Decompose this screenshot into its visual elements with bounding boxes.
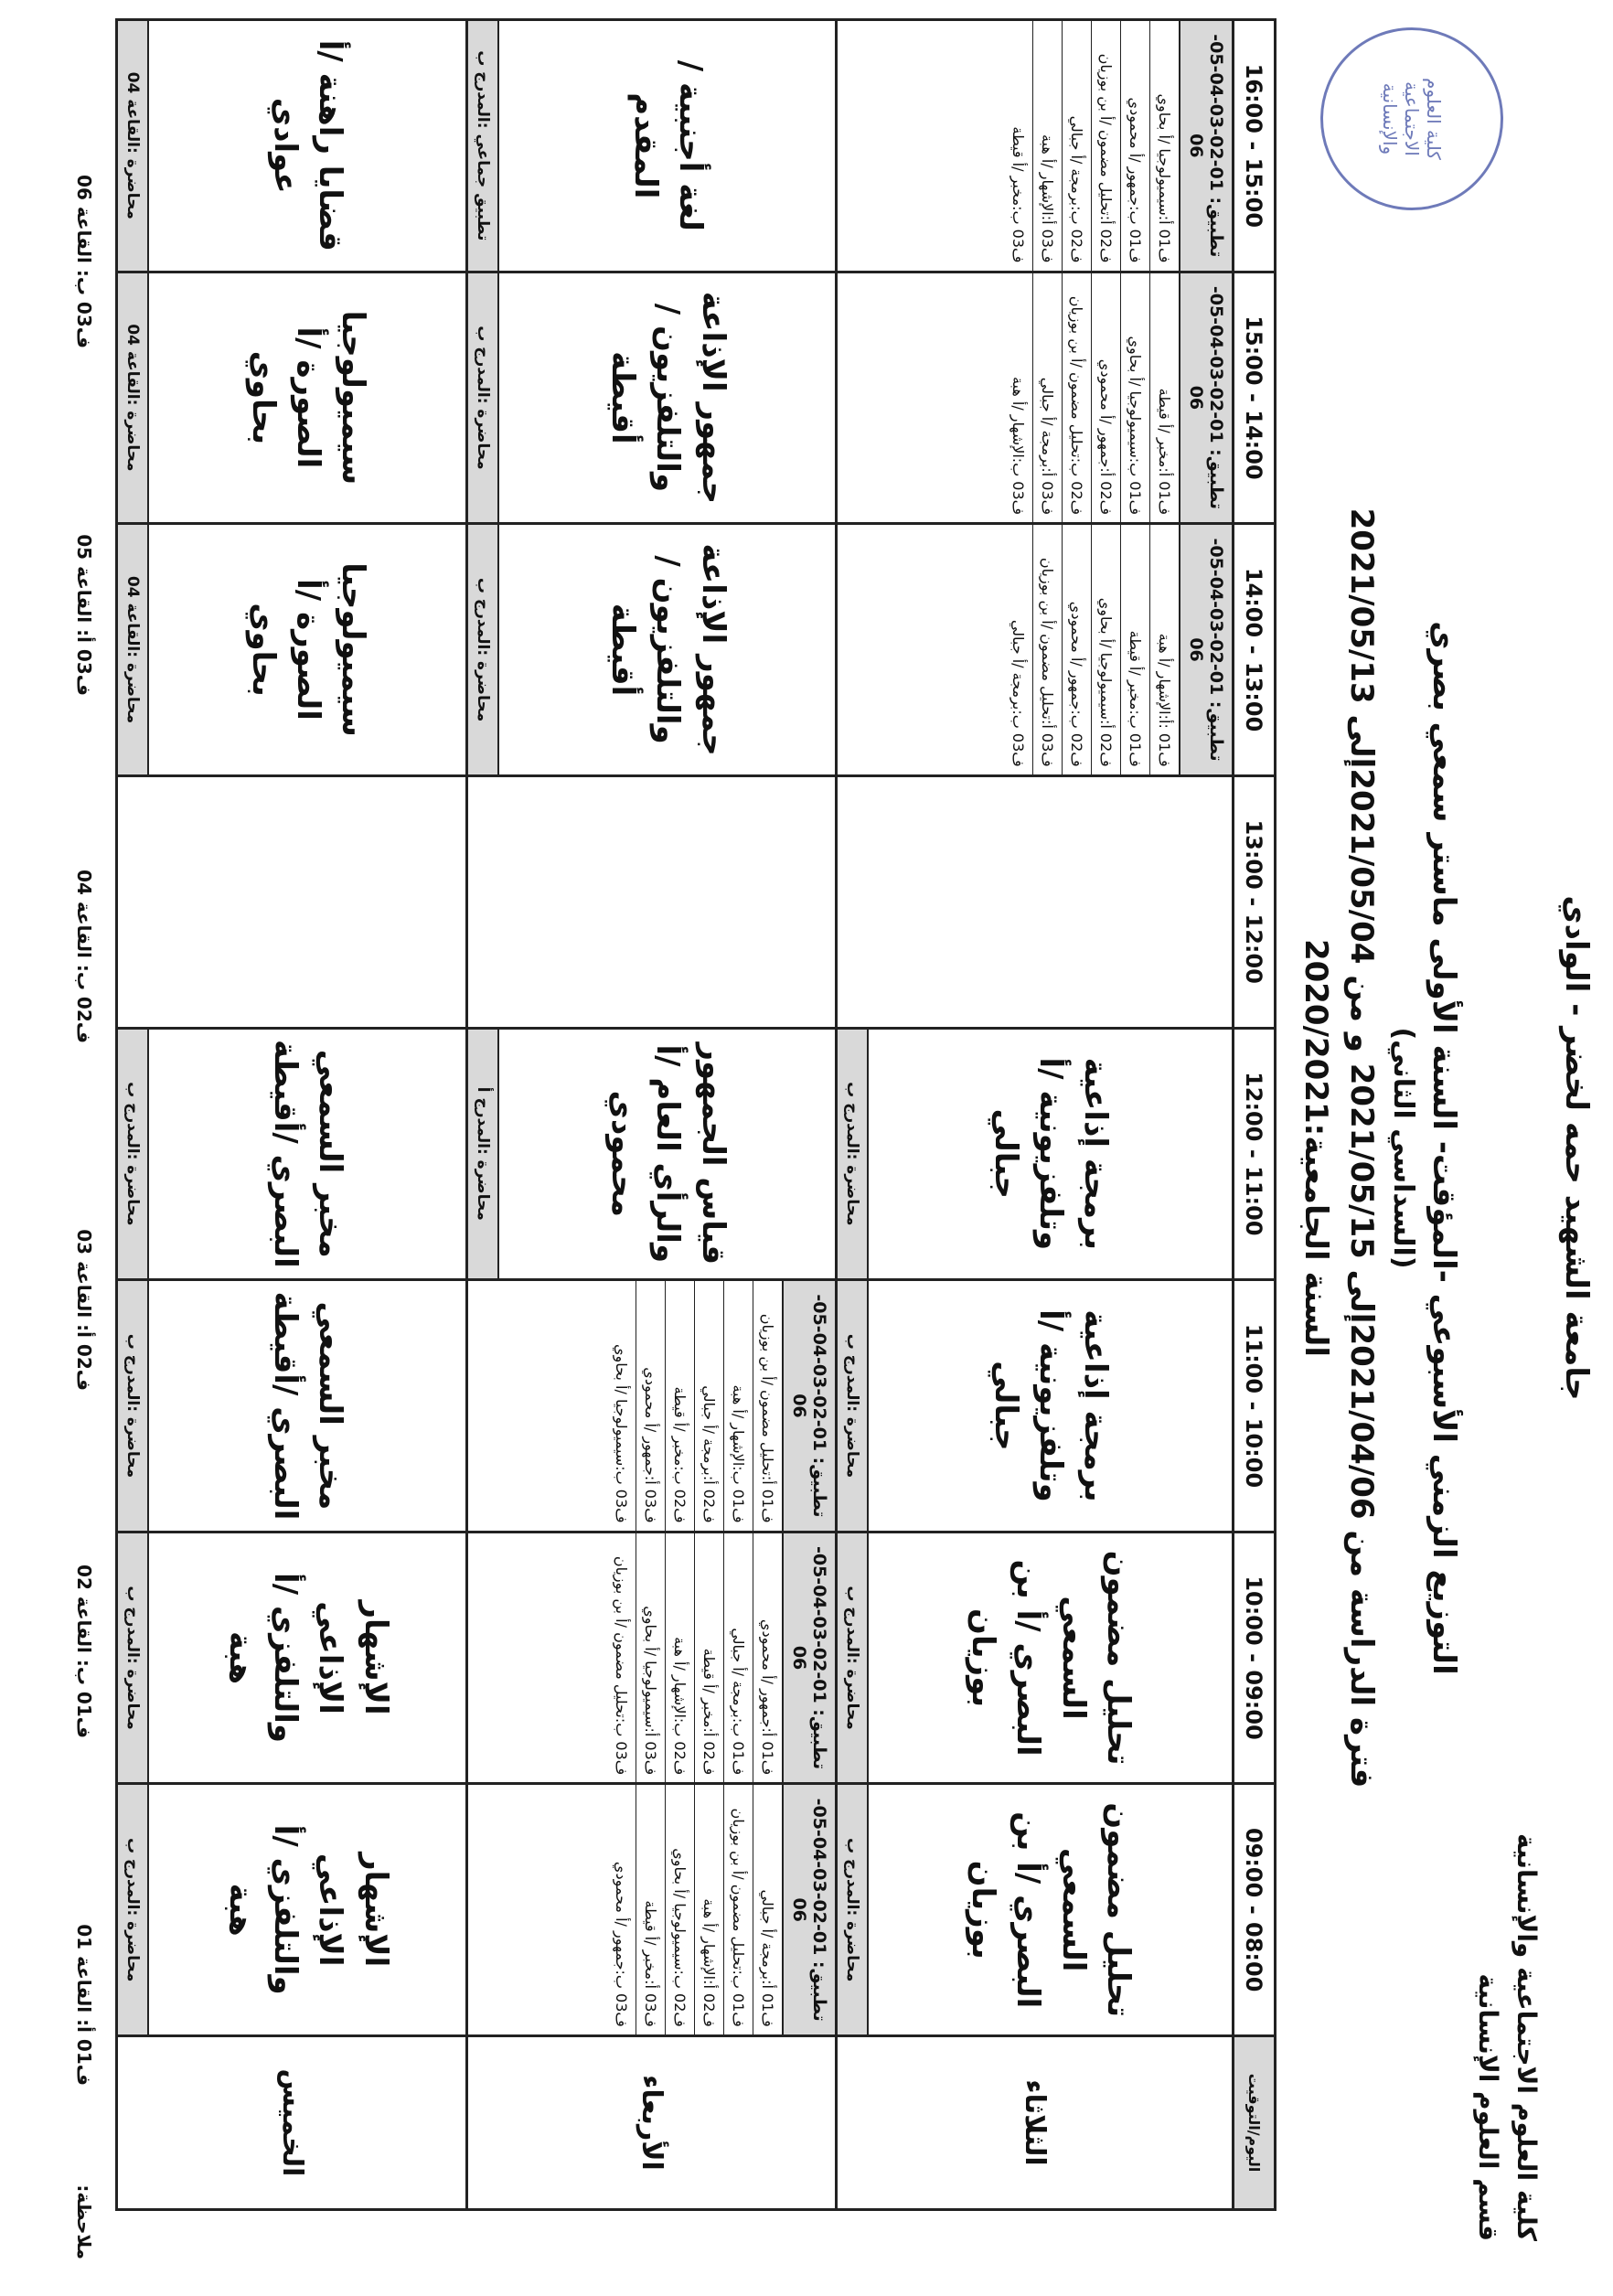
tutorial-group-line: ف01 أ:برمجة /أ جبالي	[753, 1785, 782, 2034]
tutorial-cell	[836, 524, 1233, 776]
tutorial-group-line: ف02 أ:برمجة /أ جبالي	[694, 1281, 723, 1531]
tutorial-group-line: ف02 أ:مخبر /أ قيطة	[694, 1533, 723, 1783]
time-slot-header: 08:00 - 09:00	[1233, 1784, 1275, 2036]
stamp-text: كلية العلوم الاجتماعية والإنسانية	[1379, 78, 1445, 160]
course-title: برمجة إذاعية وتلفزيونية /أ جبالي	[987, 1309, 1115, 1502]
room-label: محاضرة :المدرج ب	[118, 1533, 149, 1783]
tutorial-group-line: ف03 أ:تحليل مضمون /أ بن بوزيان	[1032, 525, 1062, 774]
room-note: ف02 ب: القاعة 04	[73, 870, 95, 1043]
room-label: محاضرة :المدرج ب	[118, 1785, 149, 2034]
tutorial-title: تطبيق: 01-02-03-04-05-06	[1179, 525, 1232, 774]
tutorial-group-line: ف02 ب:الإشهار /أ هبة	[665, 1533, 694, 1783]
lecture-cell	[836, 1280, 1233, 1532]
tutorial-group-line: ف03 ب:سيميولوجيا /أ بحاوي	[612, 1344, 630, 1523]
timetable	[115, 18, 1277, 2211]
course-title: جمهور الإذاعة والتلفزيون /أقيطة	[604, 543, 732, 756]
room-note: ف02 أ: القاعة 03	[73, 1229, 95, 1391]
tutorial-group-line: ف03 ب:مخبر /أ قيطة	[1009, 126, 1027, 263]
course-title: تحليل مضمون السمعي البصري /أ بن بوزيان	[964, 1550, 1137, 1766]
course-title: تحليل مضمون السمعي البصري /أ بن بوزيان	[964, 1802, 1137, 2018]
tutorial-title: تطبيق: 01-02-03-04-05-06	[1179, 21, 1232, 271]
tutorial-group-line: ف02 أ:الإشهار /أ هبة	[694, 1785, 723, 2034]
semester-label: (السداسي الثاني)	[1387, 1027, 1419, 1269]
course-title: الإشهار الإذاعي والتلفزي /أ هبة	[221, 1573, 394, 1744]
academic-year: السنة الجامعية:2020/2021	[1298, 938, 1334, 1358]
course-title: برمجة إذاعية وتلفزيونية /أ جبالي	[987, 1057, 1115, 1251]
tutorial-group-line: ف03 ب:الإشهار /أ هبة	[1009, 376, 1027, 516]
tutorial-group-line: ف02 أ:جمهور /أ محمودي	[1091, 273, 1120, 523]
room-label: محاضرة :القاعة 04	[118, 273, 149, 523]
day-label: الخميس	[117, 2036, 467, 2210]
room-label: تطبيق جماعي :المدرج ب	[468, 21, 499, 271]
time-slot-header: 15:00 - 16:00	[1233, 20, 1275, 272]
tutorial-group-line: ف03 ب:جمهور /أ محمودي	[612, 1861, 630, 2027]
tutorial-group-line: ف01 ب:مخبر /أ قيطة	[1120, 525, 1149, 774]
room-label: محاضرة :المدرج ب	[118, 1030, 149, 1279]
course-title: الإشهار الإذاعي والتلفزي /أ هبة	[221, 1824, 394, 1995]
room-label: محاضرة :المدرج ب	[468, 273, 499, 523]
tutorial-group-line: ف01 :أ:الإشهار /أ هبة	[1149, 525, 1179, 774]
room-label: محاضرة :المدرج أ	[468, 1030, 499, 1279]
tutorial-group-line: ف01 أ:مخبر /أ قيطة	[1149, 273, 1179, 523]
tutorial-cell	[836, 272, 1233, 524]
lecture-cell	[117, 524, 467, 776]
lecture-cell	[836, 1784, 1233, 2036]
tutorial-cell	[467, 1280, 837, 1532]
room-label: محاضرة :القاعة 04	[118, 21, 149, 271]
department-name: قسم العلوم الإنسانية	[1473, 1973, 1503, 2241]
tutorial-title: تطبيق: 01-02-03-04-05-06	[782, 1533, 835, 1783]
time-slot-header: 09:00 - 10:00	[1233, 1532, 1275, 1784]
tutorial-group-line: ف01 أ:تحليل مضمون /أ بن بوزيان	[753, 1281, 782, 1531]
lecture-cell	[117, 1028, 467, 1280]
tutorial-cell	[467, 1784, 837, 2036]
lecture-cell	[836, 1532, 1233, 1784]
lecture-cell	[836, 1028, 1233, 1280]
course-title: لغة أجنبية /المقدم	[626, 59, 709, 231]
tutorial-group-line: ف01 ب:سيميولوجيا /أ بحاوي	[1120, 273, 1149, 523]
university-name: جامعة الشهيد حمه لخضر - الوادي	[1558, 895, 1595, 1401]
tutorial-group-line: ف03 أ:الإشهار /أ هبة	[1032, 21, 1062, 271]
lecture-cell	[467, 524, 837, 776]
notes-label: ملاحظة:	[73, 2184, 95, 2259]
lecture-cell	[117, 1532, 467, 1784]
tutorial-group-line: ف03 ب:تحليل مضمون /أ بن بوزيان	[612, 1555, 630, 1776]
tutorial-cell	[467, 1532, 837, 1784]
tutorial-group-line: ف01 أ:جمهور /أ محمودي	[753, 1533, 782, 1783]
course-title: سيميولوجيا الصورة /أ بحاوي	[244, 562, 372, 737]
tutorial-group-line: ف01 ب:برمجة /أ جبالي	[723, 1533, 753, 1783]
tutorial-group-line: ف01 أ:سيميولوجيا /أ بحاوي	[1149, 21, 1179, 271]
tutorial-group-line: ف02 ب:برمجة /أ جبالي	[1062, 21, 1091, 271]
room-label: محاضرة :المدرج ب	[468, 525, 499, 774]
course-title: جمهور الإذاعة والتلفزيون /أقيطة	[604, 291, 732, 505]
empty-cell	[117, 775, 467, 1028]
tutorial-title: تطبيق: 01-02-03-04-05-06	[782, 1281, 835, 1531]
tutorial-group-line: ف03 أ:سيميولوجيا /أ بحاوي	[636, 1533, 665, 1783]
course-title: مخبر السمعي البصري /أقيطة	[267, 1291, 349, 1521]
tutorial-group-line: ف02 أ:تحليل مضمون /أ بن بوزيان	[1091, 21, 1120, 271]
tutorial-group-line: ف03 ب:برمجة /أ جبالي	[1009, 619, 1027, 767]
lecture-cell	[467, 1028, 837, 1280]
room-note: ف01 أ: القاعة 01	[73, 1924, 95, 2086]
course-title: سيميولوجيا الصورة /أ بحاوي	[244, 310, 372, 486]
room-note: ف03 أ: القاعة 05	[73, 534, 95, 696]
lecture-cell	[117, 272, 467, 524]
time-slot-header: 10:00 - 11:00	[1233, 1280, 1275, 1532]
tutorial-title: تطبيق: 01-02-03-04-05-06	[1179, 273, 1232, 523]
tutorial-cell	[836, 20, 1233, 272]
tutorial-group-line: ف01 ب:تحليل مضمون /أ بن بوزيان	[723, 1785, 753, 2034]
time-slot-header: 14:00 - 15:00	[1233, 272, 1275, 524]
room-label: محاضرة :المدرج ب	[838, 1533, 869, 1783]
lecture-cell	[117, 1784, 467, 2036]
lecture-cell	[467, 272, 837, 524]
day-label: الثلاثاء	[836, 2036, 1233, 2210]
tutorial-title: تطبيق: 01-02-03-04-05-06	[782, 1785, 835, 2034]
tutorial-group-line: ف03 أ:برمجة /أ جبالي	[1032, 273, 1062, 523]
time-slot-header: 12:00 - 13:00	[1233, 775, 1275, 1028]
tutorial-group-line: ف03 أ:جمهور /أ محمودي	[636, 1281, 665, 1531]
lecture-cell	[117, 20, 467, 272]
lecture-cell	[117, 1280, 467, 1532]
empty-cell	[467, 775, 837, 1028]
room-label: محاضرة :المدرج ب	[118, 1281, 149, 1531]
room-note: ف03 ب: القاعة 06	[73, 175, 95, 348]
room-label: محاضرة :القاعة 04	[118, 525, 149, 774]
room-label: محاضرة :المدرج ب	[838, 1785, 869, 2034]
room-label: محاضرة :المدرج ب	[838, 1030, 869, 1279]
room-label: محاضرة :المدرج ب	[838, 1281, 869, 1531]
tutorial-group-line: ف01 ب:جمهور /أ محمودي	[1120, 21, 1149, 271]
time-slot-header: 13:00 - 14:00	[1233, 524, 1275, 776]
faculty-name: كلية العلوم الاجتماعية والإنسانية	[1512, 1833, 1542, 2241]
course-title: قياس الجمهور والرأي العام /أ محمودي	[604, 1042, 732, 1265]
header	[1284, 0, 1613, 2296]
tutorial-group-line: ف02 ب:سيميولوجيا /أ بحاوي	[665, 1785, 694, 2034]
study-period: فترة الدراسة من 2021/04/06إلى 2021/05/15 و من 2021/05/04إلى 2021/05/13	[1343, 507, 1380, 1789]
lecture-cell	[467, 20, 837, 272]
corner-cell: اليوم/التوقيت	[1233, 2036, 1275, 2210]
course-title: قضايا راهنة /أ عوادي	[267, 39, 349, 251]
room-note: ف01 ب: القاعة 02	[73, 1564, 95, 1738]
tutorial-group-line: ف01 ب:الإشهار /أ هبة	[723, 1281, 753, 1531]
tutorial-group-line: ف03 أ:مخبر /أ قيطة	[636, 1785, 665, 2034]
schedule-title: التوزيع الزمني الأسبوعي -المؤقت- السنة الأولى ماستر سمعي بصري	[1426, 621, 1462, 1675]
tutorial-group-line: ف02 أ:سيميولوجيا /أ بحاوي	[1091, 525, 1120, 774]
empty-cell	[836, 775, 1233, 1028]
tutorial-group-line: ف02 ب:تحليل مضمون /أ بن بوزيان	[1062, 273, 1091, 523]
tutorial-group-line: ف02 ب:مخبر /أ قيطة	[665, 1281, 694, 1531]
official-stamp	[1320, 27, 1503, 210]
time-slot-header: 11:00 - 12:00	[1233, 1028, 1275, 1280]
tutorial-group-line: ف02 ب:جمهور /أ محمودي	[1062, 525, 1091, 774]
day-label: الأربعاء	[467, 2036, 837, 2210]
course-title: مخبر السمعي البصري /أقيطة	[267, 1039, 349, 1268]
